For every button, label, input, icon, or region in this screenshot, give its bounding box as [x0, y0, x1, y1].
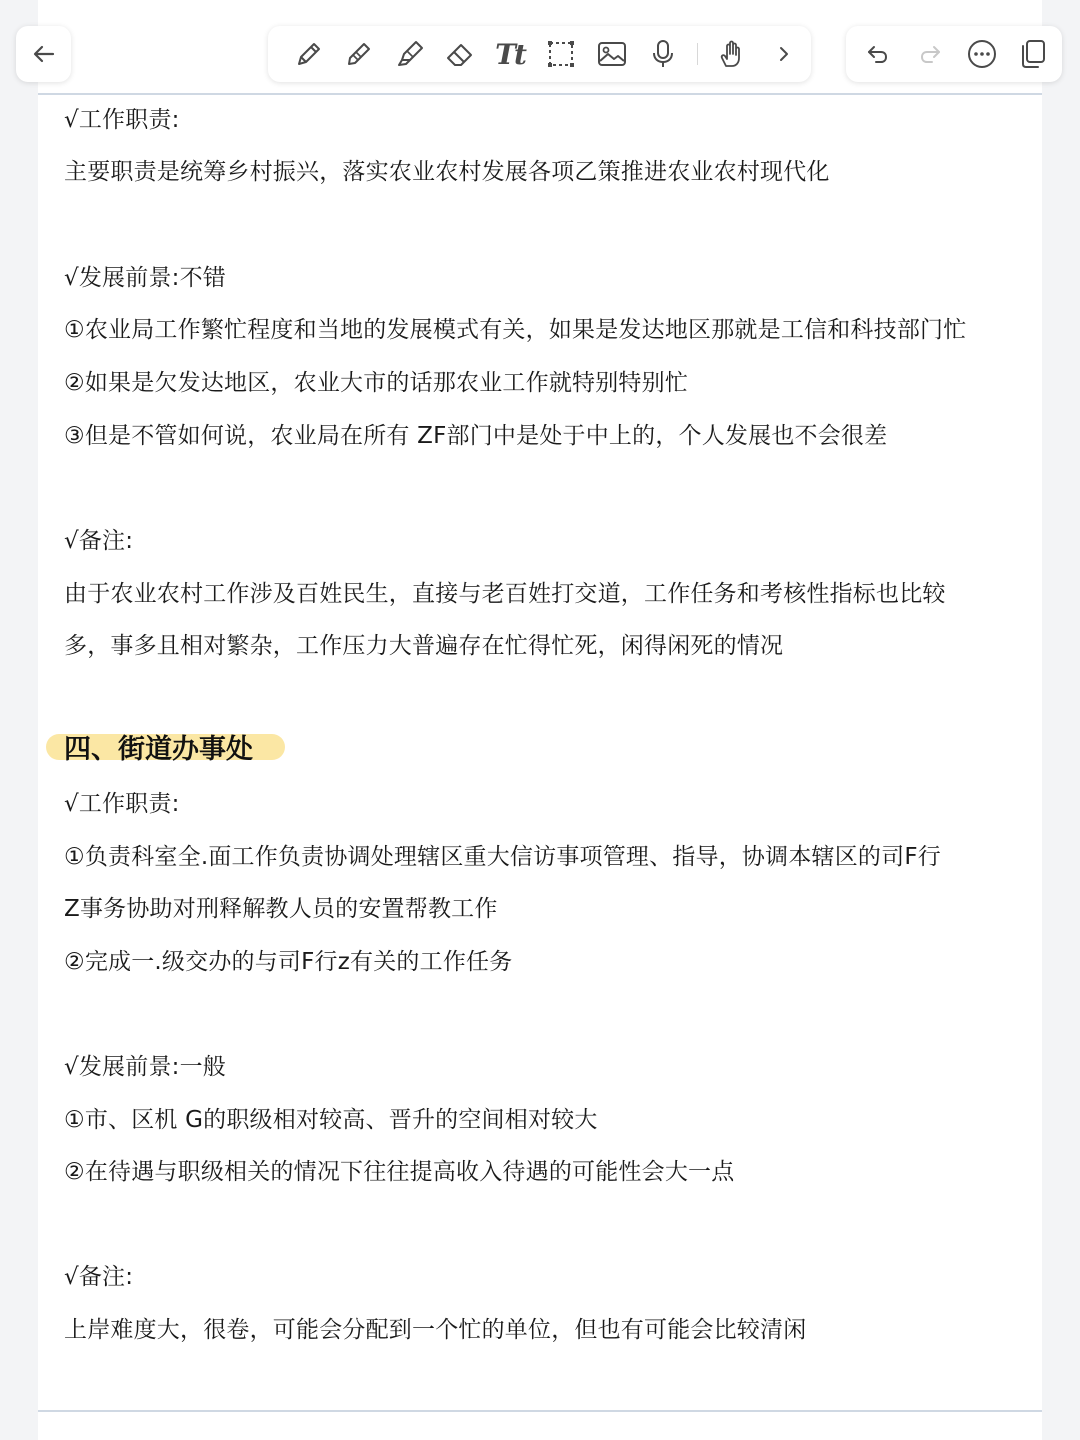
- more-icon: [966, 38, 998, 70]
- chevron-right-icon: [774, 44, 794, 64]
- s4-duty-item-1-line-1: ①负责科室全.面工作负责协调处理辖区重大信访事项管理、指导，协调本辖区的司F行: [64, 844, 941, 870]
- pages-icon: [1017, 38, 1049, 70]
- pen-icon: [293, 38, 325, 70]
- hand-gesture-icon: [714, 38, 746, 70]
- s3-duty-title: √工作职责:: [64, 107, 180, 133]
- back-icon: [31, 41, 57, 67]
- action-toolbar: [846, 26, 1062, 82]
- s3-note-line-2: 多，事多且相对繁杂，工作压力大普遍存在忙得忙死，闲得闲死的情况: [64, 633, 784, 659]
- lasso-select-button[interactable]: [541, 34, 581, 74]
- text-tool-button[interactable]: [490, 34, 530, 74]
- page-bottom-divider: [38, 1410, 1042, 1412]
- pages-button[interactable]: [1013, 34, 1053, 74]
- s3-prospect-item-3: ③但是不管如何说，农业局在所有 ZF部门中是处于中上的，个人发展也不会很差: [64, 423, 888, 449]
- toolbar-divider: [697, 43, 698, 65]
- drawing-toolbar: [268, 26, 811, 82]
- s4-note-title: √备注:: [64, 1264, 134, 1290]
- s4-duty-item-1-line-2: Z事务协助对刑释解教人员的安置帮教工作: [64, 896, 498, 922]
- s3-duty-text: 主要职责是统筹乡村振兴，落实农业农村发展各项乙策推进农业农村现代化: [64, 159, 830, 185]
- pen-tool-button[interactable]: [289, 34, 329, 74]
- s3-note-line-1: 由于农业农村工作涉及百姓民生，直接与老百姓打交道，工作任务和考核性指标也比较: [64, 581, 946, 607]
- highlighter-icon: [394, 38, 426, 70]
- redo-icon: [917, 41, 943, 67]
- s3-prospect-item-1: ①农业局工作繁忙程度和当地的发展模式有关，如果是发达地区那就是工信和科技部门忙: [64, 317, 967, 343]
- more-options-button[interactable]: [962, 34, 1002, 74]
- page-top-divider: [38, 93, 1042, 95]
- s4-duty-title: √工作职责:: [64, 791, 180, 817]
- gesture-tool-button[interactable]: [710, 34, 750, 74]
- s3-prospect-title: √发展前景:不错: [64, 265, 227, 291]
- redo-button[interactable]: [910, 34, 950, 74]
- undo-button[interactable]: [858, 34, 898, 74]
- section-heading: 四、街道办事处: [64, 734, 253, 765]
- voice-record-button[interactable]: [643, 34, 683, 74]
- s3-note-title: √备注:: [64, 528, 134, 554]
- image-insert-button[interactable]: [592, 34, 632, 74]
- lasso-select-icon: [545, 38, 577, 70]
- more-tools-button[interactable]: [764, 34, 804, 74]
- s4-duty-item-2: ②完成一.级交办的与司F行z有关的工作任务: [64, 949, 513, 975]
- pencil-icon: [343, 38, 375, 70]
- back-button[interactable]: [16, 26, 71, 82]
- undo-icon: [865, 41, 891, 67]
- s4-prospect-item-1: ①市、区机 G的职级相对较高、晋升的空间相对较大: [64, 1107, 598, 1133]
- s3-prospect-item-2: ②如果是欠发达地区，农业大市的话那农业工作就特别特别忙: [64, 370, 689, 396]
- s4-prospect-item-2: ②在待遇与职级相关的情况下往往提高收入待遇的可能性会大一点: [64, 1159, 735, 1185]
- note-page: [38, 0, 1042, 1440]
- image-icon: [596, 38, 628, 70]
- eraser-icon: [444, 38, 476, 70]
- microphone-icon: [647, 38, 679, 70]
- s4-note-text: 上岸难度大，很卷，可能会分配到一个忙的单位，但也有可能会比较清闲: [64, 1317, 807, 1343]
- pencil-tool-button[interactable]: [339, 34, 379, 74]
- s4-prospect-title: √发展前景:一般: [64, 1054, 227, 1080]
- highlighter-tool-button[interactable]: [390, 34, 430, 74]
- eraser-tool-button[interactable]: [440, 34, 480, 74]
- text-tool-icon: Tt: [495, 37, 525, 71]
